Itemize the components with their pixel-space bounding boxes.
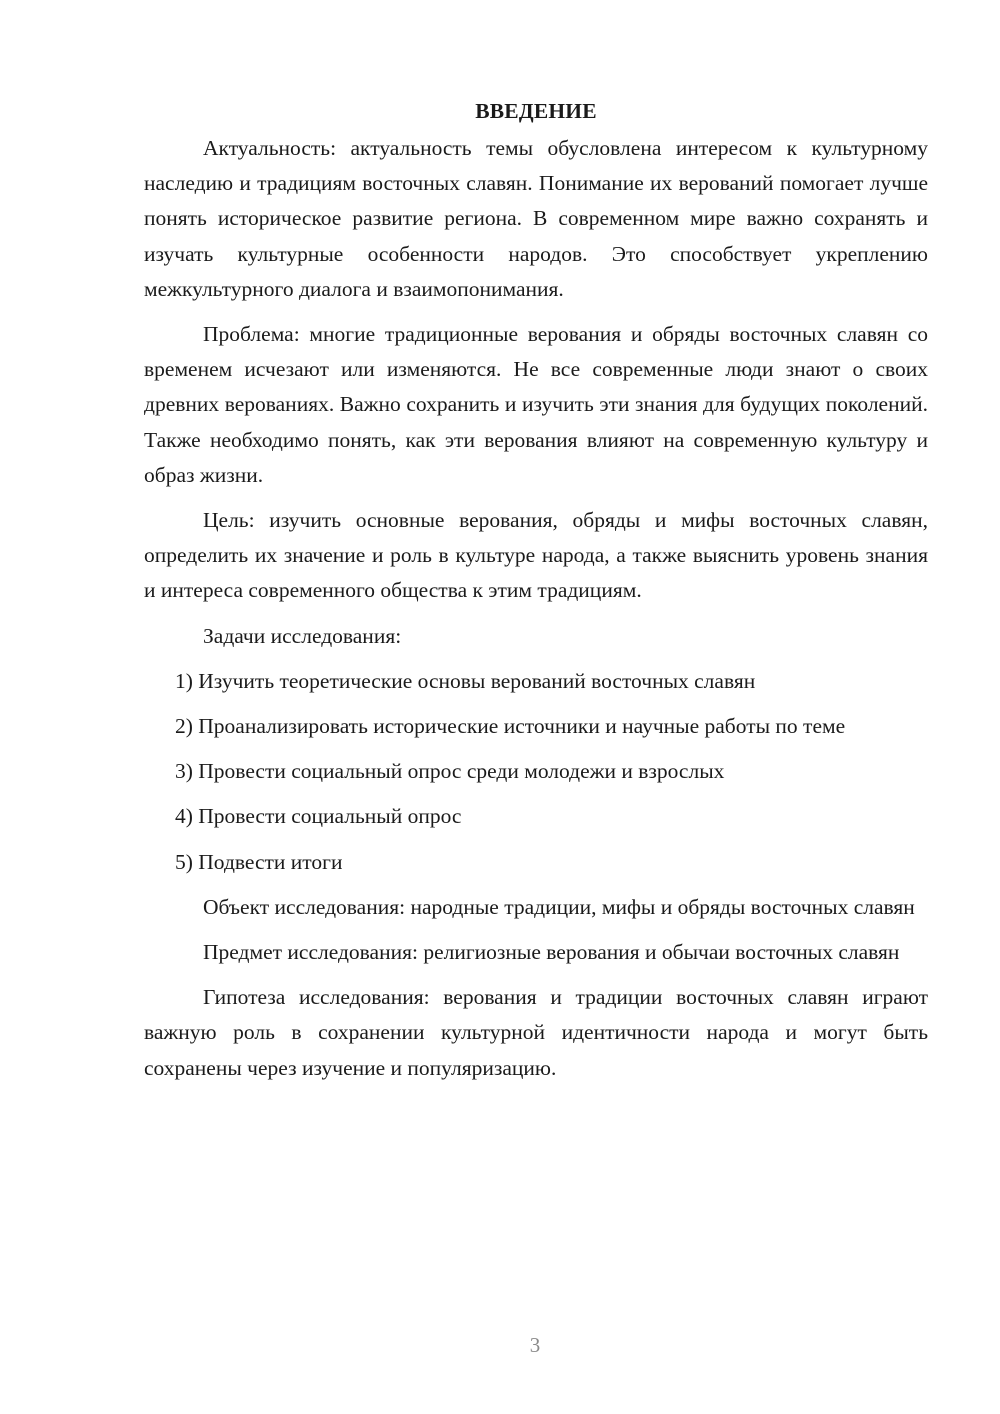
task-item: 1) Изучить теоретические основы верований восточных славян — [175, 668, 756, 693]
task-item: 3) Провести социальный опрос среди молодежи и взрослых — [175, 759, 725, 784]
subject-paragraph: Предмет исследования: религиозные верования и обычаи восточных славян — [203, 940, 900, 965]
document-page — [144, 96, 928, 1096]
task-item: 2) Проанализировать исторические источники и научные работы по теме — [175, 714, 846, 739]
object-paragraph: Объект исследования: народные традиции, мифы и обряды восточных славян — [203, 894, 915, 919]
relevance-paragraph: Актуальность: актуальность темы обусловлена интересом к культурному наследию и традициям восточных славян. Понимание их верований помогает лучше понять историческое развитие региона. В современном мире важно сохранять и изучать культурные особенности народов. Это способствует укреплению межкультурного диалога и взаимопонимания. — [144, 136, 928, 301]
problem-paragraph: Проблема: многие традиционные верования и обряды восточных славян со временем исчезают или изменяются. Не все современные люди знают о своих древних верованиях. Важно сохранить и изучить эти знания для будущих поколений. Также необходимо понять, как эти верования влияют на современную культуру и образ жизни. — [144, 322, 928, 487]
tasks-list — [144, 664, 928, 880]
hypothesis-paragraph: Гипотеза исследования: верования и традиции восточных славян играют важную роль в сохранении культурной идентичности народа и могут быть сохранены через изучение и популяризацию. — [144, 985, 928, 1080]
task-item: 4) Провести социальный опрос — [175, 804, 462, 829]
task-item: 5) Подвести итоги — [175, 849, 343, 874]
page-number: 3 — [529, 1333, 541, 1357]
tasks-heading: Задачи исследования: — [203, 623, 402, 648]
goal-paragraph: Цель: изучить основные верования, обряды и мифы восточных славян, определить их значение и роль в культуре народа, а также выяснить уровень знания и интереса современного общества к этим традициям. — [144, 508, 928, 603]
page-title: ВВЕДЕНИЕ — [475, 99, 597, 123]
